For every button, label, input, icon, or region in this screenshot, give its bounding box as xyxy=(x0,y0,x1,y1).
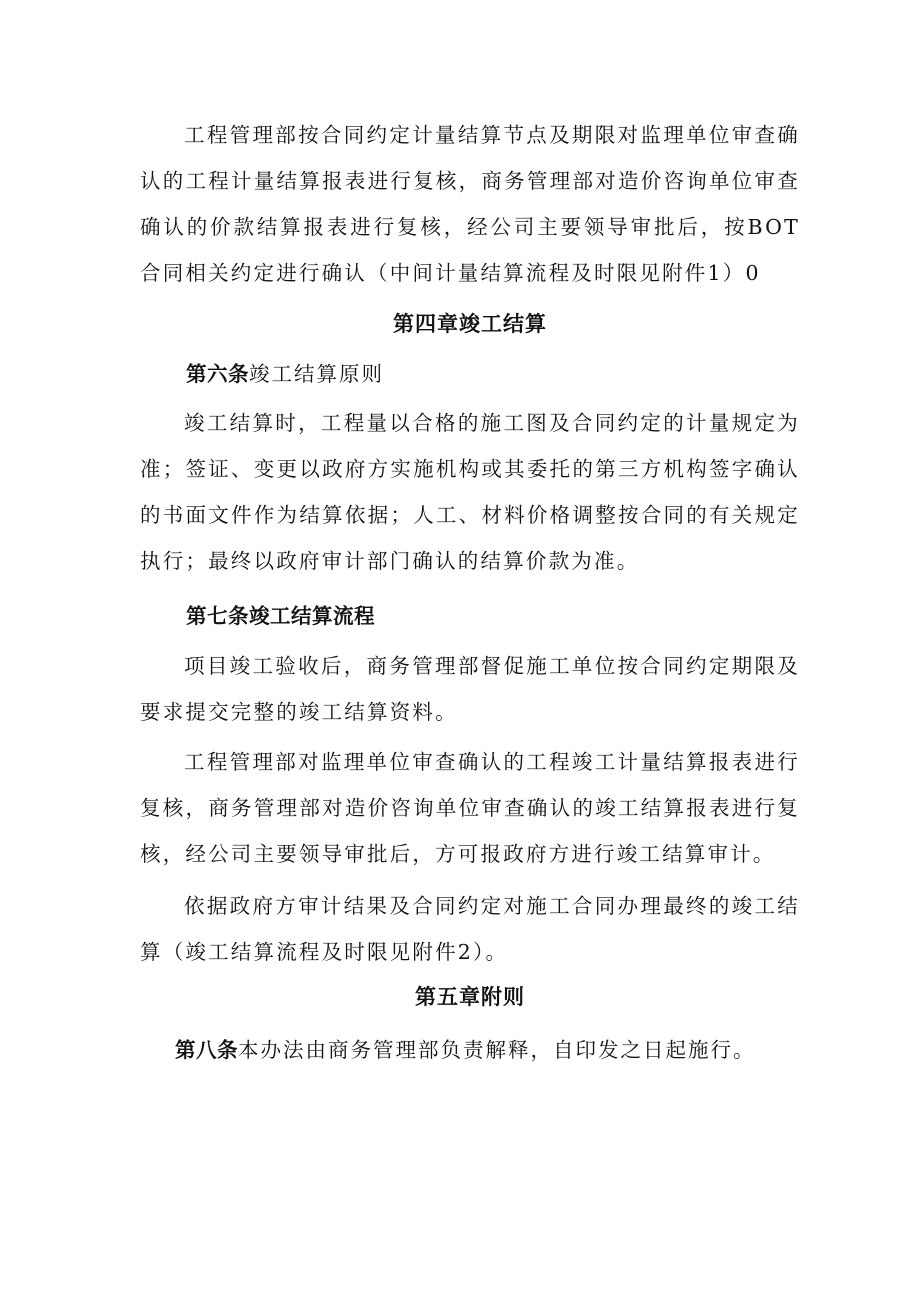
article-eight-label: 第八条 xyxy=(175,1038,238,1062)
article-six-title: 竣工结算原则 xyxy=(249,362,384,386)
chapter-four-heading: 第四章竣工结算 xyxy=(393,312,547,336)
article-six xyxy=(186,354,384,394)
article-eight xyxy=(175,1030,756,1070)
paragraph-submit-materials: 项目竣工验收后，商务管理部督促施工单位按合同约定期限及要求提交完整的竣工结算资料。 xyxy=(140,654,800,724)
article-eight-text: 本办法由商务管理部负责解释，自印发之日起施行。 xyxy=(238,1038,756,1062)
paragraph-review-process: 工程管理部对监理单位审查确认的工程竣工计量结算报表进行复核，商务管理部对造价咨询单位审查确认的竣工结算报表进行复核，经公司主要领导审批后，方可报政府方进行竣工结算审计。 xyxy=(140,750,800,866)
paragraph-final-settlement: 依据政府方审计结果及合同约定对施工合同办理最终的竣工结算（竣工结算流程及时限见附件2）。 xyxy=(140,894,800,964)
article-seven-heading: 第七条竣工结算流程 xyxy=(186,604,375,628)
paragraph-interim-settlement: 工程管理部按合同约定计量结算节点及期限对监理单位审查确认的工程计量结算报表进行复核，商务管理部对造价咨询单位审查确认的价款结算报表进行复核，经公司主要领导审批后，按BOT合同相关约定进行确认（中间计量结算流程及时限见附件1）0 xyxy=(140,123,800,285)
article-six-label: 第六条 xyxy=(186,362,249,386)
chapter-five-heading: 第五章附则 xyxy=(415,985,525,1009)
paragraph-settlement-principles: 竣工结算时，工程量以合格的施工图及合同约定的计量规定为准；签证、变更以政府方实施机构或其委托的第三方机构签字确认的书面文件作为结算依据；人工、材料价格调整按合同的有关规定执行；最终以政府审计部门确认的结算价款为准。 xyxy=(140,411,800,573)
